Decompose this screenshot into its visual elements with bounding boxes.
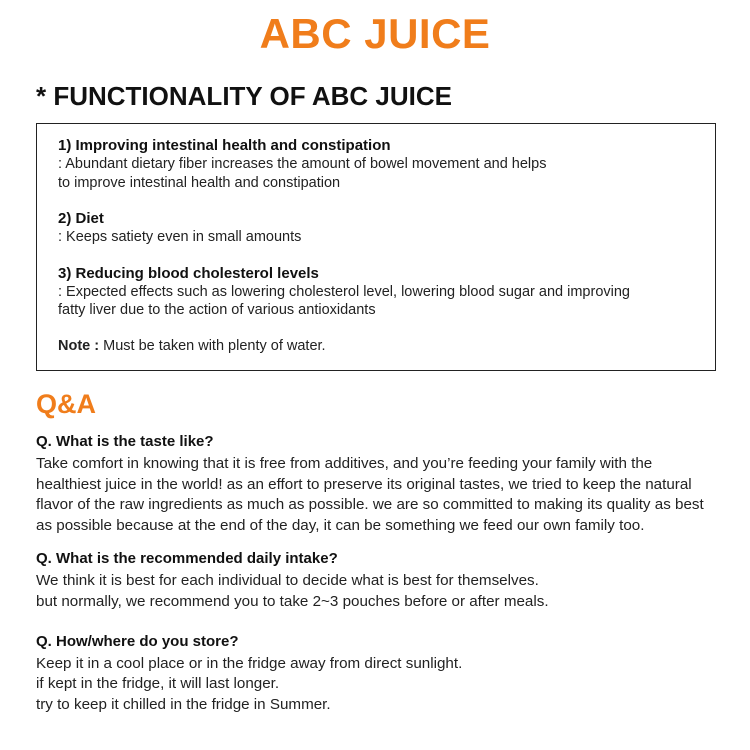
functionality-item-description	[58, 155, 715, 192]
qa-question: Q. How/where do you store?	[36, 632, 239, 650]
qa-question: Q. What is the taste like?	[36, 433, 214, 450]
answer-line: flavor of the raw ingredients as much as possible. we are so committed to making its quality as best	[36, 496, 704, 514]
qa-item	[36, 548, 726, 612]
note-text: Must be taken with plenty of water.	[99, 337, 326, 354]
description-line: : Keeps satiety even in small amounts	[58, 229, 302, 245]
functionality-item-title: 3) Reducing blood cholesterol levels	[58, 264, 319, 282]
qa-list	[36, 431, 726, 727]
answer-line: but normally, we recommend you to take 2~3 pouches before or after meals.	[36, 592, 549, 610]
note-label: Note :	[58, 337, 100, 354]
description-line: to improve intestinal health and constipation	[58, 174, 341, 191]
answer-line: as possible because at the end of the day, it can be something we feed our own family too.	[36, 516, 645, 534]
qa-item	[36, 631, 726, 716]
functionality-box	[36, 123, 716, 371]
answer-line: Keep it in a cool place or in the fridge away from direct sunlight.	[36, 654, 463, 672]
qa-answer	[36, 571, 726, 612]
functionality-item-title: 1) Improving intestinal health and constipation	[58, 137, 391, 154]
functionality-item	[58, 209, 715, 247]
functionality-item	[58, 136, 715, 192]
functionality-item-description	[58, 228, 715, 247]
functionality-item	[58, 264, 715, 320]
qa-question: Q. What is the recommended daily intake?	[36, 550, 338, 568]
answer-line: if kept in the fridge, it will last longer.	[36, 675, 280, 693]
qa-item	[36, 431, 726, 536]
usage-note	[58, 337, 715, 356]
qa-answer	[36, 654, 726, 716]
answer-line: try to keep it chilled in the fridge in Summer.	[36, 695, 331, 713]
answer-line: We think it is best for each individual to decide what is best for themselves.	[36, 572, 539, 590]
qa-heading: Q&A	[36, 389, 96, 419]
qa-answer	[36, 454, 726, 536]
answer-line: healthiest juice in the world! as an effort to preserve its original tastes, we tried to keep the natural	[36, 475, 692, 493]
answer-line: Take comfort in knowing that it is free from additives, and you’re feeding your family with the	[36, 455, 653, 472]
description-line: : Expected effects such as lowering cholesterol level, lowering blood sugar and improving	[58, 283, 630, 300]
functionality-heading: * FUNCTIONALITY OF ABC JUICE	[36, 81, 453, 111]
functionality-item-description	[58, 283, 715, 320]
page-title: ABC JUICE	[259, 10, 491, 57]
description-line: fatty liver due to the action of various antioxidants	[58, 302, 376, 318]
description-line: : Abundant dietary fiber increases the amount of bowel movement and helps	[58, 156, 547, 172]
functionality-item-title: 2) Diet	[58, 210, 104, 227]
